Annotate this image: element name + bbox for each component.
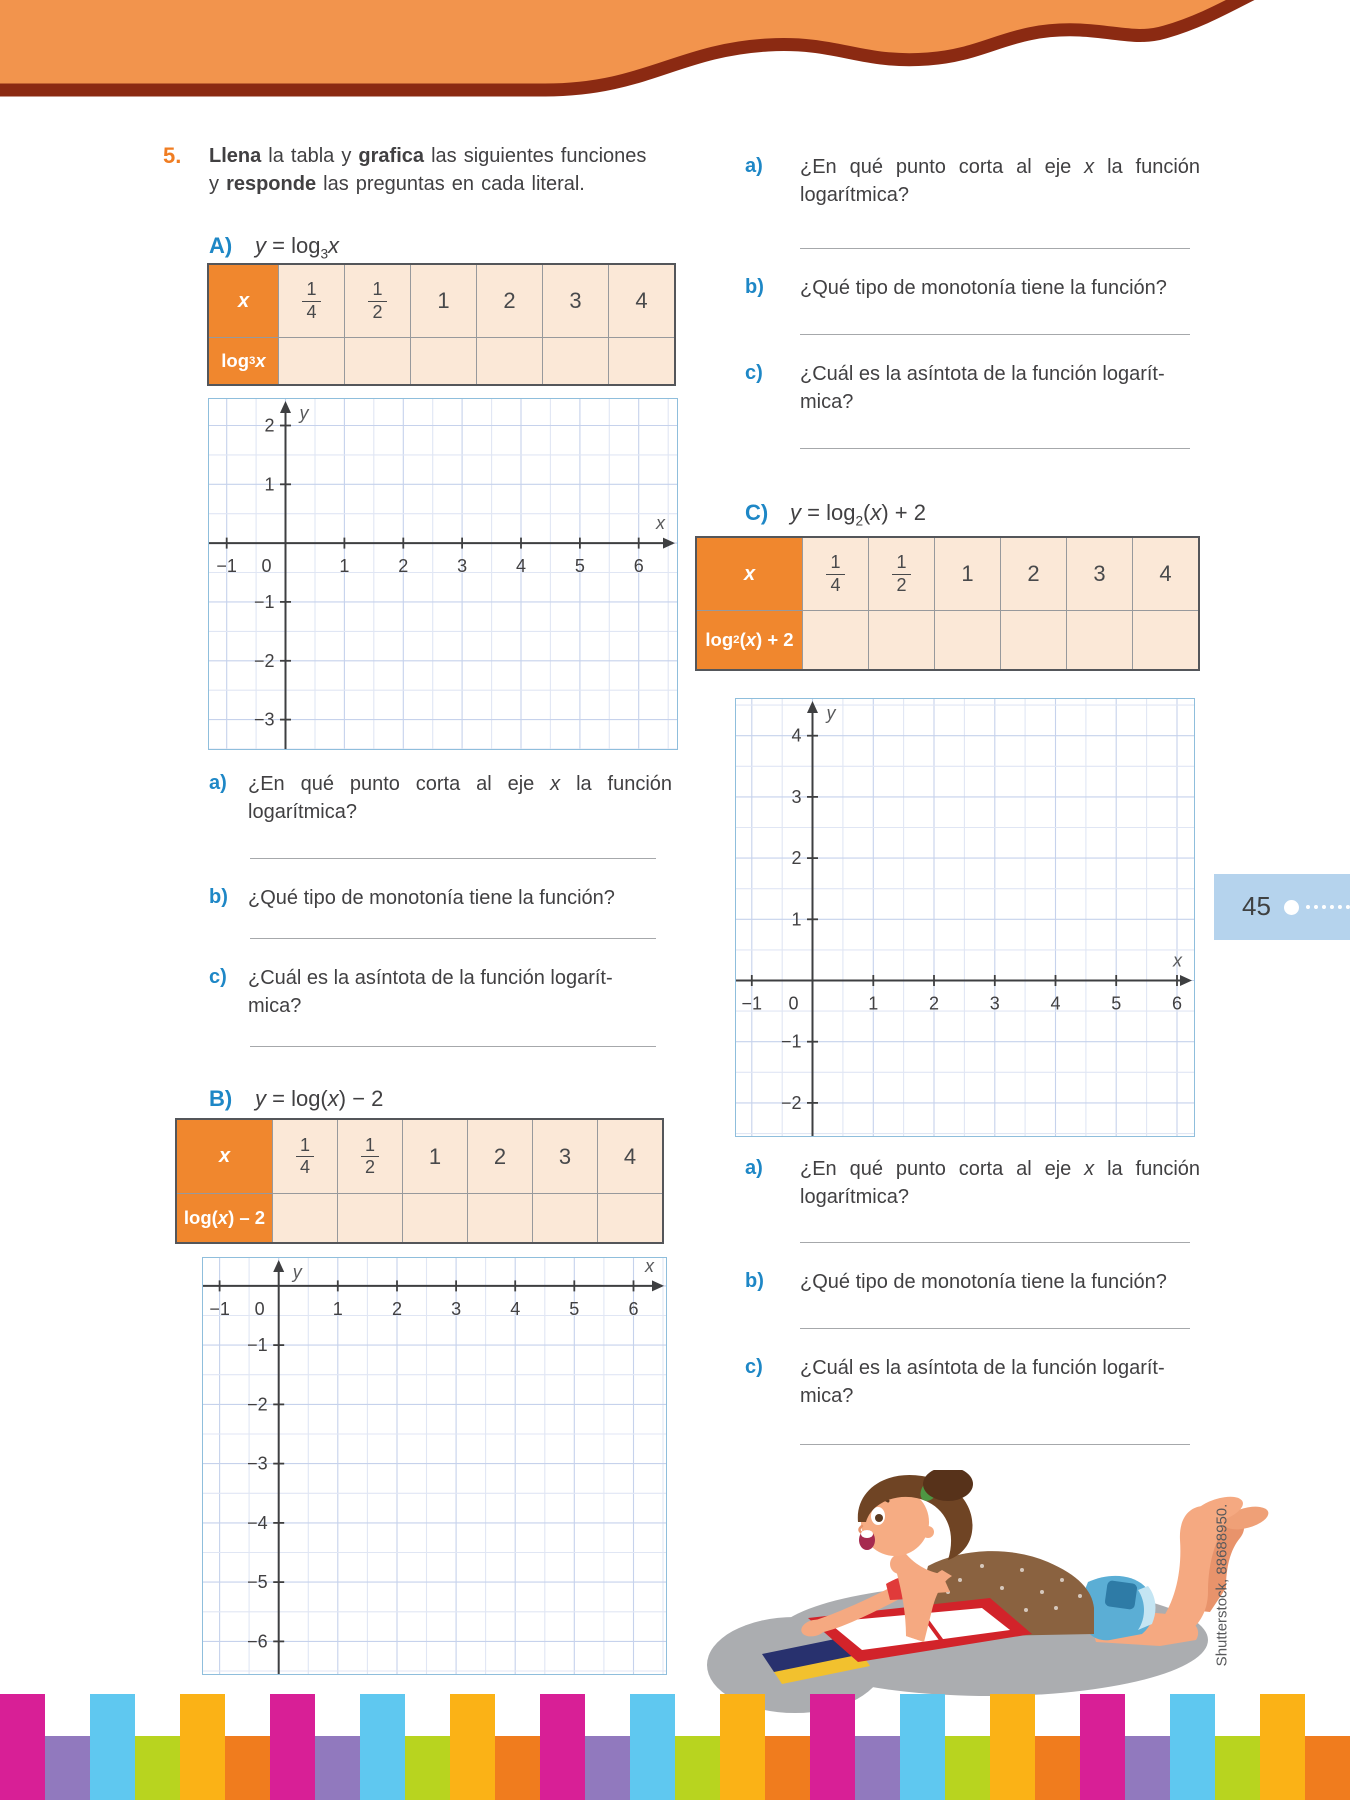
band-stripe [0, 1694, 45, 1800]
tab-dot-icon [1284, 900, 1299, 915]
answer-line[interactable] [800, 334, 1190, 335]
graph-c-blank-grid[interactable] [735, 698, 1195, 1137]
svg-text:3: 3 [989, 993, 1000, 1014]
svg-text:5: 5 [574, 556, 585, 577]
table-c-blank-cell[interactable] [803, 611, 868, 669]
question-a-label: a) [745, 1157, 763, 1179]
svg-text:6: 6 [628, 1298, 639, 1319]
band-stripe [1260, 1694, 1305, 1800]
svg-text:2: 2 [391, 1298, 403, 1319]
table-a-x-header: x [209, 265, 278, 337]
svg-text:0: 0 [254, 1298, 265, 1319]
svg-text:4: 4 [515, 556, 527, 577]
exercise-intro: Llena la tabla y grafica las siguientes funciones y responde las preguntas en cada literal. [209, 145, 647, 196]
question-c-label: c) [745, 362, 763, 384]
table-a-blank-cell[interactable] [609, 338, 674, 384]
table-c-value: 4 [1133, 538, 1198, 610]
svg-text:−1: −1 [253, 591, 275, 612]
table-c-blank-cell[interactable] [1133, 611, 1198, 669]
table-a-blank-cell[interactable] [279, 338, 344, 384]
answer-line[interactable] [800, 448, 1190, 449]
svg-text:1: 1 [264, 474, 275, 495]
table-b-value: 3 [533, 1120, 597, 1193]
svg-text:2: 2 [791, 848, 802, 869]
table-a-value: $\frac{1}{2}$ [345, 265, 410, 337]
table-a-blank-cell[interactable] [411, 338, 476, 384]
band-stripe [630, 1694, 675, 1800]
section-c-letter: C) [745, 500, 769, 525]
band-stripe [945, 1736, 990, 1800]
table-b-blank-cell[interactable] [533, 1194, 597, 1242]
question-a-text: ¿En qué punto corta al eje x la función logarítmica? [248, 773, 673, 824]
svg-text:−5: −5 [247, 1572, 268, 1593]
band-stripe [360, 1694, 405, 1800]
photo-credit: Shutterstock, 88688950. [1213, 1503, 1231, 1667]
table-a-blank-cell[interactable] [345, 338, 410, 384]
svg-text:2: 2 [928, 993, 940, 1014]
table-a-value: 4 [609, 265, 674, 337]
answer-line[interactable] [250, 938, 656, 939]
graph-b-blank-grid[interactable] [202, 1257, 667, 1675]
answer-line[interactable] [800, 1328, 1190, 1329]
band-stripe [225, 1736, 270, 1800]
question-c-text: ¿Cuál es la asíntota de la función logarít- mica? [248, 967, 613, 1018]
table-c [695, 536, 1200, 671]
table-c-blank-cell[interactable] [1067, 611, 1132, 669]
svg-text:1: 1 [791, 909, 802, 930]
band-stripe [45, 1736, 90, 1800]
svg-text:−1: −1 [216, 556, 237, 577]
table-c-blank-cell[interactable] [1001, 611, 1066, 669]
svg-text:0: 0 [788, 993, 799, 1014]
svg-text:1: 1 [868, 993, 879, 1014]
svg-text:6: 6 [1171, 993, 1183, 1014]
svg-text:1: 1 [332, 1298, 343, 1319]
table-c-value: 2 [1001, 538, 1066, 610]
answer-line[interactable] [800, 1242, 1190, 1243]
table-a-blank-cell[interactable] [543, 338, 608, 384]
question-b-text: ¿Qué tipo de monotonía tiene la función? [800, 1271, 1167, 1293]
section-a-formula: $y = \log_3x$ [255, 233, 340, 262]
table-b-x-header: x [177, 1120, 272, 1193]
band-stripe [675, 1736, 720, 1800]
band-stripe [405, 1736, 450, 1800]
svg-text:−1: −1 [247, 1335, 268, 1356]
svg-text:4: 4 [791, 725, 802, 746]
section-b-letter: B) [209, 1086, 233, 1111]
header-wave-banner [0, 0, 1350, 118]
question-c-label: c) [209, 966, 227, 988]
svg-text:3: 3 [457, 556, 468, 577]
svg-text:2: 2 [398, 556, 409, 577]
svg-text:x: x [645, 1257, 654, 1276]
svg-text:4: 4 [1050, 993, 1061, 1014]
question-b-label: b) [209, 886, 228, 908]
svg-text:y: y [299, 403, 309, 423]
table-c-value: 1 [935, 538, 1000, 610]
section-a-letter: A) [209, 233, 233, 258]
band-stripe [1125, 1736, 1170, 1800]
table-b-value: $\frac{1}{2}$ [338, 1120, 402, 1193]
svg-text:1: 1 [339, 556, 350, 577]
svg-text:0: 0 [261, 556, 272, 577]
table-b [175, 1118, 664, 1244]
question-a-label: a) [745, 155, 763, 177]
table-a [207, 263, 676, 386]
svg-text:−2: −2 [780, 1092, 802, 1113]
svg-text:−3: −3 [247, 1453, 268, 1474]
band-stripe [900, 1694, 945, 1800]
band-stripe [855, 1736, 900, 1800]
graph-a-blank-grid[interactable] [208, 398, 678, 750]
table-b-value: 2 [468, 1120, 532, 1193]
band-stripe [720, 1694, 765, 1800]
table-c-blank-cell[interactable] [935, 611, 1000, 669]
question-c-text: ¿Cuál es la asíntota de la función logarít- mica? [800, 1357, 1165, 1408]
svg-text:−4: −4 [247, 1512, 268, 1533]
svg-text:x: x [656, 513, 665, 534]
table-a-value: 3 [543, 265, 608, 337]
section-b-formula: y = log(x) − 2 [255, 1086, 384, 1111]
table-b-row-label: log( x ) – 2 [177, 1194, 272, 1242]
answer-line[interactable] [800, 248, 1190, 249]
svg-text:−1: −1 [780, 1031, 802, 1052]
svg-text:4: 4 [510, 1298, 521, 1319]
section-c-formula: $y = \log_2(x) + 2$ [790, 500, 926, 529]
svg-text:3: 3 [451, 1298, 462, 1319]
table-c-x-header: x [697, 538, 802, 610]
band-stripe [585, 1736, 630, 1800]
table-c-blank-cell[interactable] [869, 611, 934, 669]
question-b-label: b) [745, 276, 764, 298]
question-a-text: ¿En qué punto corta al eje x la función logarítmica? [800, 1158, 1201, 1209]
svg-text:y: y [292, 1262, 302, 1282]
answer-line[interactable] [250, 1046, 656, 1047]
svg-text:−1: −1 [209, 1298, 230, 1319]
answer-line[interactable] [800, 1444, 1190, 1445]
svg-text:2: 2 [264, 415, 275, 436]
exercise-number: 5. [163, 143, 182, 168]
table-c-value: 3 [1067, 538, 1132, 610]
question-c-text: ¿Cuál es la asíntota de la función logarít- mica? [800, 363, 1165, 414]
question-b-label: b) [745, 1270, 764, 1292]
band-stripe [1080, 1694, 1125, 1800]
table-c-value: $\frac{1}{4}$ [803, 538, 868, 610]
band-stripe [765, 1736, 810, 1800]
table-a-row-label: log 3 x [209, 338, 278, 384]
svg-text:−1: −1 [741, 993, 763, 1014]
band-stripe [1215, 1736, 1260, 1800]
tab-dotted-line [1306, 905, 1350, 909]
band-stripe [1305, 1736, 1350, 1800]
table-b-blank-cell[interactable] [598, 1194, 662, 1242]
band-stripe [495, 1736, 540, 1800]
band-stripe [270, 1694, 315, 1800]
band-stripe [180, 1694, 225, 1800]
band-stripe [540, 1694, 585, 1800]
svg-text:6: 6 [633, 556, 644, 577]
band-stripe [90, 1694, 135, 1800]
band-stripe [810, 1694, 855, 1800]
svg-text:x: x [1173, 950, 1182, 971]
question-c-label: c) [745, 1356, 763, 1378]
page-number: 45 [1242, 891, 1271, 921]
svg-text:y: y [826, 703, 836, 723]
table-b-value: 1 [403, 1120, 467, 1193]
table-a-value: 1 [411, 265, 476, 337]
band-stripe [1035, 1736, 1080, 1800]
table-a-value: $\frac{1}{4}$ [279, 265, 344, 337]
question-a-text: ¿En qué punto corta al eje x la función logarítmica? [800, 156, 1201, 207]
table-b-blank-cell[interactable] [338, 1194, 402, 1242]
question-a-label: a) [209, 772, 227, 794]
table-a-blank-cell[interactable] [477, 338, 542, 384]
table-b-blank-cell[interactable] [403, 1194, 467, 1242]
svg-text:5: 5 [569, 1298, 580, 1319]
table-a-value: 2 [477, 265, 542, 337]
question-b-text: ¿Qué tipo de monotonía tiene la función? [800, 277, 1167, 299]
svg-text:−2: −2 [247, 1394, 268, 1415]
band-stripe [450, 1694, 495, 1800]
band-stripe [990, 1694, 1035, 1800]
table-b-value: 4 [598, 1120, 662, 1193]
band-stripe [135, 1736, 180, 1800]
band-stripe [315, 1736, 360, 1800]
page-number-tab [1214, 874, 1350, 940]
svg-text:−3: −3 [253, 709, 275, 730]
svg-text:−2: −2 [253, 650, 275, 671]
table-c-row-label: log 2 ( x ) + 2 [697, 611, 802, 669]
svg-text:3: 3 [791, 786, 802, 807]
answer-line[interactable] [250, 858, 656, 859]
table-c-value: $\frac{1}{2}$ [869, 538, 934, 610]
table-b-blank-cell[interactable] [468, 1194, 532, 1242]
band-stripe [1170, 1694, 1215, 1800]
table-b-value: $\frac{1}{4}$ [273, 1120, 337, 1193]
svg-text:5: 5 [1111, 993, 1122, 1014]
svg-text:−6: −6 [247, 1631, 268, 1652]
question-b-text: ¿Qué tipo de monotonía tiene la función? [248, 887, 615, 909]
table-b-blank-cell[interactable] [273, 1194, 337, 1242]
